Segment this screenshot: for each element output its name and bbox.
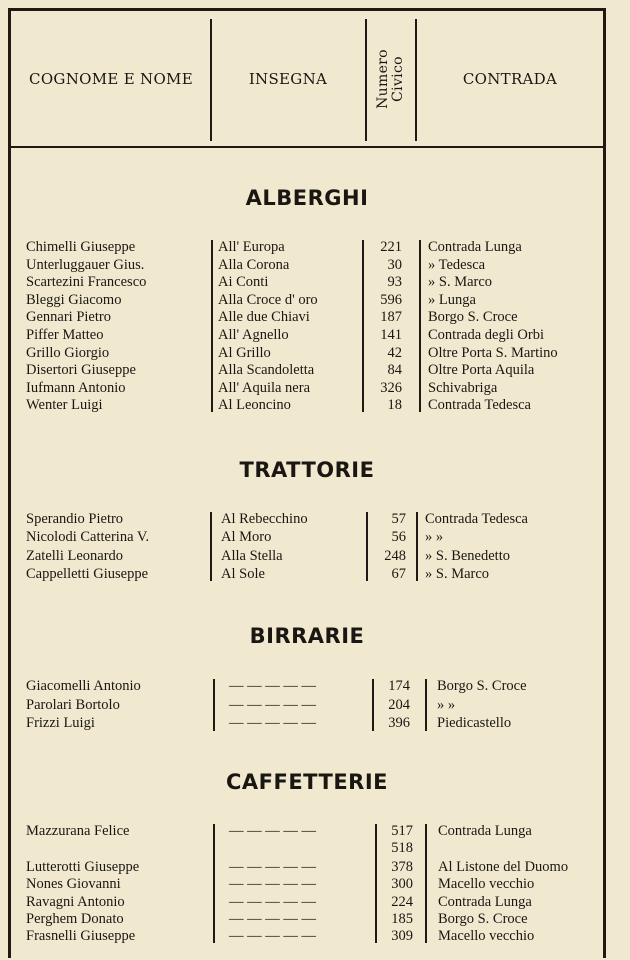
cell-sign: — — — — — [229,876,316,893]
cell-sign: Al Grillo [218,344,271,361]
table-row [10,273,610,291]
cell-number: 185 [391,910,413,927]
section-title-caffetterie: CAFFETTERIE [225,770,388,794]
column-separator [416,512,418,581]
cell-sign: — — — — — [229,910,316,927]
cell-sign: Alla Scandoletta [218,362,315,379]
cell-street: Contrada degli Orbi [428,327,544,343]
cell-sign: — — — — — [229,678,316,694]
table-row [10,256,610,274]
cell-street: Macello vecchio [438,928,535,945]
cell-name: Zatelli Leonardo [26,547,124,564]
cell-name: Piffer Matteo [26,327,104,343]
section-title-birrarie: BIRRARIE [249,624,365,648]
cell-street: » Tedesca [428,256,486,273]
cell-name: Frasnelli Giuseppe [26,928,136,945]
cell-street: » S. Marco [425,565,490,582]
cell-name: Iufmann Antonio [26,379,126,396]
cell-street: Oltre Porta Aquila [428,362,535,379]
column-separator [372,679,374,731]
cell-sign: Al Moro [221,529,272,546]
cell-sign: — — — — — [229,715,316,732]
cell-name: Giacomelli Antonio [26,678,141,694]
table-row [10,677,610,695]
table-row [10,714,610,732]
cell-street: » S. Marco [428,274,493,291]
cell-name: Grillo Giorgio [26,344,110,361]
cell-name: Chimelli Giuseppe [26,239,136,255]
table-row [10,291,610,309]
table-row [10,361,610,379]
cell-street: Contrada Lunga [438,823,532,839]
cell-street: » » [437,696,456,713]
table-row [10,839,610,857]
cell-number: 378 [391,859,413,875]
cell-number: 224 [391,893,413,910]
column-separator [375,824,377,943]
table-row [10,875,610,893]
cell-street: Contrada Tedesca [428,397,531,414]
cell-street: Borgo S. Croce [437,678,527,694]
cell-number: 174 [388,678,410,694]
cell-street: » S. Benedetto [425,547,510,564]
cell-name: Perghem Donato [26,910,124,927]
table-row [10,927,610,945]
cell-name: Gennari Pietro [26,309,111,326]
cell-sign: Ai Conti [218,274,269,291]
column-separator [211,240,213,412]
cell-street: Contrada Lunga [438,893,532,910]
cell-sign: — — — — — [229,928,316,945]
table-row [10,396,610,414]
cell-number: 221 [380,239,402,255]
cell-street: Schivabriga [428,379,498,396]
table-row [10,308,610,326]
cell-sign: All' Agnello [218,327,289,343]
table-row [10,326,610,344]
cell-sign: Al Rebecchino [221,511,308,527]
cell-number: 396 [388,715,410,732]
table-row [10,344,610,362]
cell-street: Al Listone del Duomo [438,859,569,875]
table-row [10,893,610,911]
column-separator [366,512,368,581]
cell-number: 518 [391,840,413,856]
cell-number: 67 [391,565,406,582]
cell-number: 204 [388,696,410,713]
column-separator [213,824,215,943]
cell-sign: Al Sole [221,565,265,582]
section-title-trattorie: TRATTORIE [239,458,375,482]
cell-name: Parolari Bortolo [26,696,120,713]
cell-sign: All' Europa [218,239,285,255]
cell-street: Contrada Lunga [428,239,522,255]
table-header [11,11,603,148]
cell-street: Contrada Tedesca [425,511,528,527]
table-row [10,238,610,256]
cell-sign: — — — — — [229,859,316,875]
cell-number: 187 [380,309,402,326]
cell-street: » » [425,529,444,546]
cell-number: 517 [391,823,413,839]
table-row [10,547,610,565]
cell-name: Lutterotti Giuseppe [26,859,140,875]
cell-street: Borgo S. Croce [438,910,528,927]
header-street: CONTRADA [462,69,558,88]
cell-sign: — — — — — [229,696,316,713]
table-row [10,858,610,876]
cell-name: Scartezini Francesco [26,274,147,291]
cell-number: 84 [387,362,402,379]
cell-sign: — — — — — [229,893,316,910]
cell-number: 326 [380,379,402,396]
cell-name: Bleggi Giacomo [26,291,122,308]
cell-sign: Alla Corona [218,256,290,273]
cell-name: Cappelletti Giuseppe [26,565,149,582]
cell-number: 42 [387,344,402,361]
header-name: COGNOME E NOME [29,69,193,88]
column-separator [419,240,421,412]
table-row [10,510,610,528]
cell-name: Sperandio Pietro [26,511,124,527]
cell-sign: Al Leoncino [218,397,291,414]
cell-number: 141 [380,327,402,343]
cell-sign: Alla Stella [221,547,283,564]
cell-number: 300 [391,876,413,893]
cell-name: Nicolodi Catterina V. [26,529,150,546]
header-sign: INSEGNA [248,69,328,88]
cell-number: 93 [387,274,402,291]
cell-name: Wenter Luigi [26,397,103,414]
cell-sign: Alle due Chiavi [218,309,310,326]
cell-street: Macello vecchio [438,876,535,893]
column-separator [425,679,427,731]
cell-name: Disertori Giuseppe [26,362,136,379]
table-row [10,822,610,840]
cell-street: Piedicastello [437,715,512,732]
table-row [10,910,610,928]
cell-number: 309 [391,928,413,945]
cell-street: Borgo S. Croce [428,309,518,326]
cell-number: 18 [387,397,402,414]
header-number: Numero Civico [375,48,406,109]
table-row [10,565,610,583]
cell-street: » Lunga [428,291,476,308]
column-separator [425,824,427,943]
table-row [10,379,610,397]
column-separator [210,512,212,581]
cell-name: Frizzi Luigi [26,715,95,732]
cell-sign: Alla Croce d' oro [218,291,318,308]
column-separator [213,679,215,731]
table-row [10,696,610,714]
cell-street: Oltre Porta S. Martino [428,344,558,361]
cell-name: Mazzurana Felice [26,823,130,839]
directory-page [8,8,606,958]
cell-name: Ravagni Antonio [26,893,125,910]
cell-sign: — — — — — [229,823,316,839]
cell-number: 248 [384,547,406,564]
section-title-alberghi: ALBERGHI [245,186,369,210]
table-row [10,528,610,546]
cell-name: Unterluggauer Gius. [26,256,145,273]
cell-name: Nones Giovanni [26,876,121,893]
column-separator [362,240,364,412]
cell-number: 56 [391,529,406,546]
cell-number: 596 [380,291,402,308]
cell-number: 30 [387,256,402,273]
cell-sign: All' Aquila nera [218,379,311,396]
cell-number: 57 [391,511,406,527]
